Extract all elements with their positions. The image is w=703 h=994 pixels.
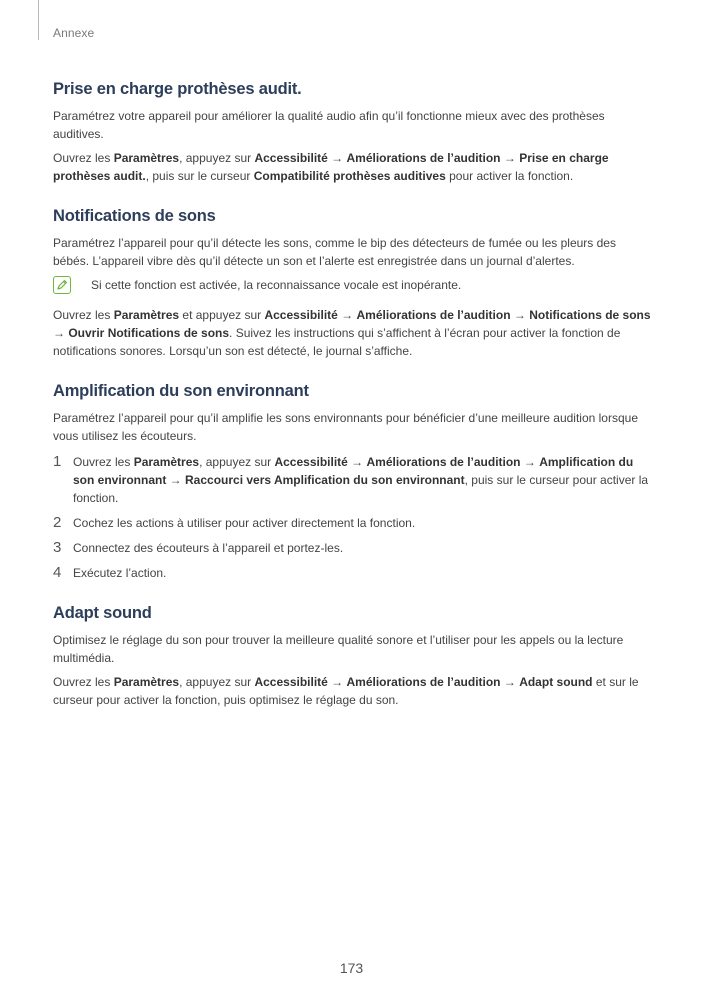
pencil-note-icon <box>53 276 71 294</box>
step-text: Ouvrez les Paramètres, appuyez sur Accessibilité → Améliorations de l’audition → Amplification du son environnant → Raccourci vers Amplification du son environnant, puis sur le curseur pour activer la fonction. <box>73 455 649 505</box>
step-number: 2 <box>53 514 62 531</box>
step-text: Exécutez l’action. <box>73 566 167 580</box>
section-title: Adapt sound <box>53 604 152 622</box>
instructions-paragraph: Ouvrez les Paramètres, appuyez sur Accessibilité → Améliorations de l’audition → Adapt sound et sur le curseur pour activer la fonction, puis optimisez le réglage du son. <box>53 675 639 707</box>
list-item <box>53 514 653 532</box>
list-item <box>53 453 653 507</box>
section-title: Amplification du son environnant <box>53 382 309 400</box>
step-text: Connectez des écouteurs à l’appareil et portez-les. <box>73 541 344 555</box>
paragraph: Paramétrez l’appareil pour qu’il amplifie les sons environnants pour bénéficier d’une meilleure audition lorsque vous utilisez les écouteurs. <box>53 411 638 443</box>
section-adapt-sound <box>53 604 653 709</box>
note-text: Si cette fonction est activée, la reconnaissance vocale est inopérante. <box>91 278 462 292</box>
section-label: Annexe <box>53 26 95 40</box>
paragraph: Optimisez le réglage du son pour trouver la meilleure qualité sonore et l’utiliser pour les appels ou la lecture multimédia. <box>53 633 624 665</box>
section-title: Notifications de sons <box>53 207 216 225</box>
step-number: 1 <box>53 453 62 470</box>
section-ambient-amplification <box>53 382 653 582</box>
paragraph: Paramétrez votre appareil pour améliorer la qualité audio afin qu’il fonctionne mieux avec des prothèses auditives. <box>53 109 605 141</box>
instructions-paragraph: Ouvrez les Paramètres, appuyez sur Accessibilité → Améliorations de l’audition → Prise en charge prothèses audit., puis sur le curseur Compatibilité prothèses auditives pour activer la fonction. <box>53 151 609 183</box>
list-item <box>53 539 653 557</box>
margin-rule <box>38 0 39 40</box>
step-number: 3 <box>53 539 62 556</box>
page-number: 173 <box>339 960 364 976</box>
note-box <box>53 276 653 294</box>
section-sound-notifications <box>53 207 653 360</box>
section-title: Prise en charge prothèses audit. <box>53 80 302 98</box>
step-text: Cochez les actions à utiliser pour activer directement la fonction. <box>73 516 416 530</box>
list-item <box>53 564 653 582</box>
section-hearing-aid <box>53 80 653 185</box>
instructions-paragraph: Ouvrez les Paramètres et appuyez sur Accessibilité → Améliorations de l’audition → Notifications de sons → Ouvrir Notifications de sons. Suivez les instructions qui s’affichent à l’écran pour activer la fonction de notifications sonores. Lorsqu’un son est détecté, le journal s’affiche. <box>53 308 651 358</box>
step-number: 4 <box>53 564 62 581</box>
page-content <box>53 80 653 731</box>
steps-list <box>53 453 653 582</box>
paragraph: Paramétrez l’appareil pour qu’il détecte les sons, comme le bip des détecteurs de fumée ou les pleurs des bébés. L’appareil vibre dès qu’il détecte un son et l’alerte est enregistrée dans un journal d’alertes. <box>53 236 616 268</box>
